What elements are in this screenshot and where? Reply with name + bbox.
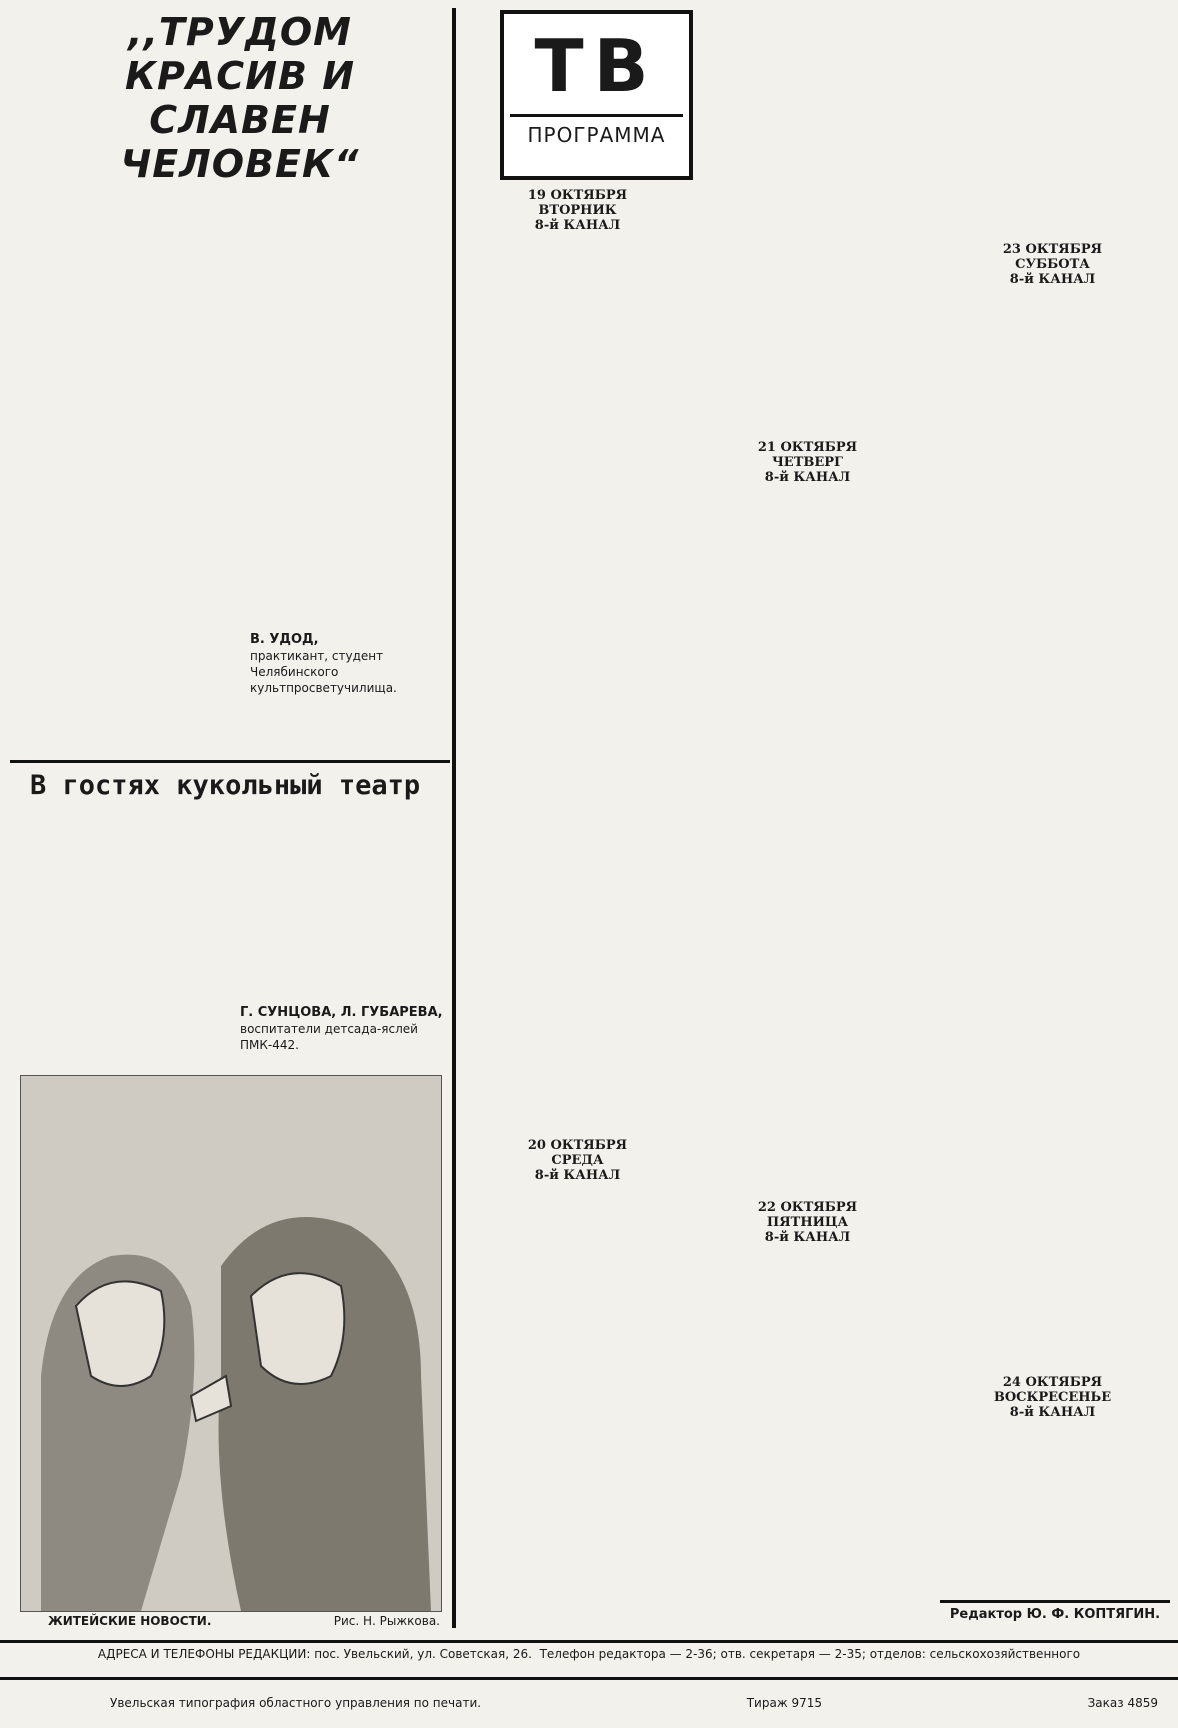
byline-role: воспитатели детсада-яслей ПМК-442. — [240, 1022, 418, 1052]
day-heading-friday — [700, 1200, 915, 1245]
article-byline-udod — [250, 632, 440, 696]
day-date: 21 ОКТЯБРЯ — [757, 440, 858, 455]
day-date: 23 ОКТЯБРЯ — [1002, 242, 1103, 257]
footer-address: АДРЕСА И ТЕЛЕФОНЫ РЕДАКЦИИ: пос. Увельский, ул. Советская, 26. — [97, 1647, 532, 1661]
byline-name: В. УДОД, — [250, 632, 319, 647]
tv-title: ТВ — [534, 24, 659, 108]
day-weekday: ПЯТНИЦА — [766, 1215, 849, 1230]
byline-role: практикант, студент Челябинского культпросветучилища. — [250, 649, 397, 695]
footer-phones: Телефон редактора — 2-36; отв. секретаря — 2-35; отделов: сельскохозяйственного — [539, 1647, 1081, 1661]
day-weekday: ВТОРНИК — [538, 203, 617, 218]
day-heading-tuesday — [470, 188, 685, 233]
day-weekday: ЧЕТВЕРГ — [771, 455, 844, 470]
day-channel: 8-й КАНАЛ — [534, 1168, 621, 1183]
order-number: Заказ 4859 — [1087, 1696, 1158, 1710]
day-date: 24 ОКТЯБРЯ — [1002, 1375, 1103, 1390]
day-weekday: СРЕДА — [551, 1153, 604, 1168]
day-heading-saturday — [940, 242, 1165, 287]
section-divider — [10, 760, 450, 763]
cartoon-illustration — [20, 1075, 442, 1612]
editorial-contacts-footer — [0, 1640, 1178, 1680]
day-heading-sunday — [940, 1375, 1165, 1420]
caption-title: ЖИТЕЙСКИЕ НОВОСТИ. — [48, 1614, 212, 1628]
caption-credit: Рис. Н. Рыжкова. — [333, 1614, 440, 1628]
tv-program-masthead — [500, 10, 693, 180]
day-channel: 8-й КАНАЛ — [534, 218, 621, 233]
article-headline-labor: ,,ТРУДОМ КРАСИВ И СЛАВЕН ЧЕЛОВЕК“ — [120, 10, 360, 186]
editor-signature: Редактор Ю. Ф. КОПТЯГИН. — [940, 1600, 1170, 1622]
day-heading-thursday — [700, 440, 915, 485]
day-date: 22 ОКТЯБРЯ — [757, 1200, 858, 1215]
byline-name: Г. СУНЦОВА, Л. ГУБАРЕВА, — [240, 1005, 443, 1020]
print-imprint — [110, 1696, 1158, 1710]
tv-subtitle: ПРОГРАММА — [510, 114, 683, 147]
left-column — [0, 0, 450, 1640]
illustration-caption — [48, 1614, 440, 1628]
column-rule — [452, 8, 456, 1628]
day-channel: 8-й КАНАЛ — [1009, 1405, 1096, 1420]
two-gossiping-women-drawing — [21, 1076, 441, 1611]
day-weekday: ВОСКРЕСЕНЬЕ — [993, 1390, 1112, 1405]
print-run: Тираж 9715 — [746, 1696, 822, 1710]
article-headline-puppet-theatre: В гостях кукольный театр — [30, 770, 421, 801]
day-date: 19 ОКТЯБРЯ — [527, 188, 628, 203]
day-channel: 8-й КАНАЛ — [764, 470, 851, 485]
printer-name: Увельская типография областного управления по печати. — [110, 1696, 482, 1710]
day-channel: 8-й КАНАЛ — [764, 1230, 851, 1245]
day-heading-wednesday — [470, 1138, 685, 1183]
article-byline-suntsova — [240, 1005, 445, 1053]
day-date: 20 ОКТЯБРЯ — [527, 1138, 628, 1153]
day-weekday: СУББОТА — [1015, 257, 1090, 272]
day-channel: 8-й КАНАЛ — [1009, 272, 1096, 287]
